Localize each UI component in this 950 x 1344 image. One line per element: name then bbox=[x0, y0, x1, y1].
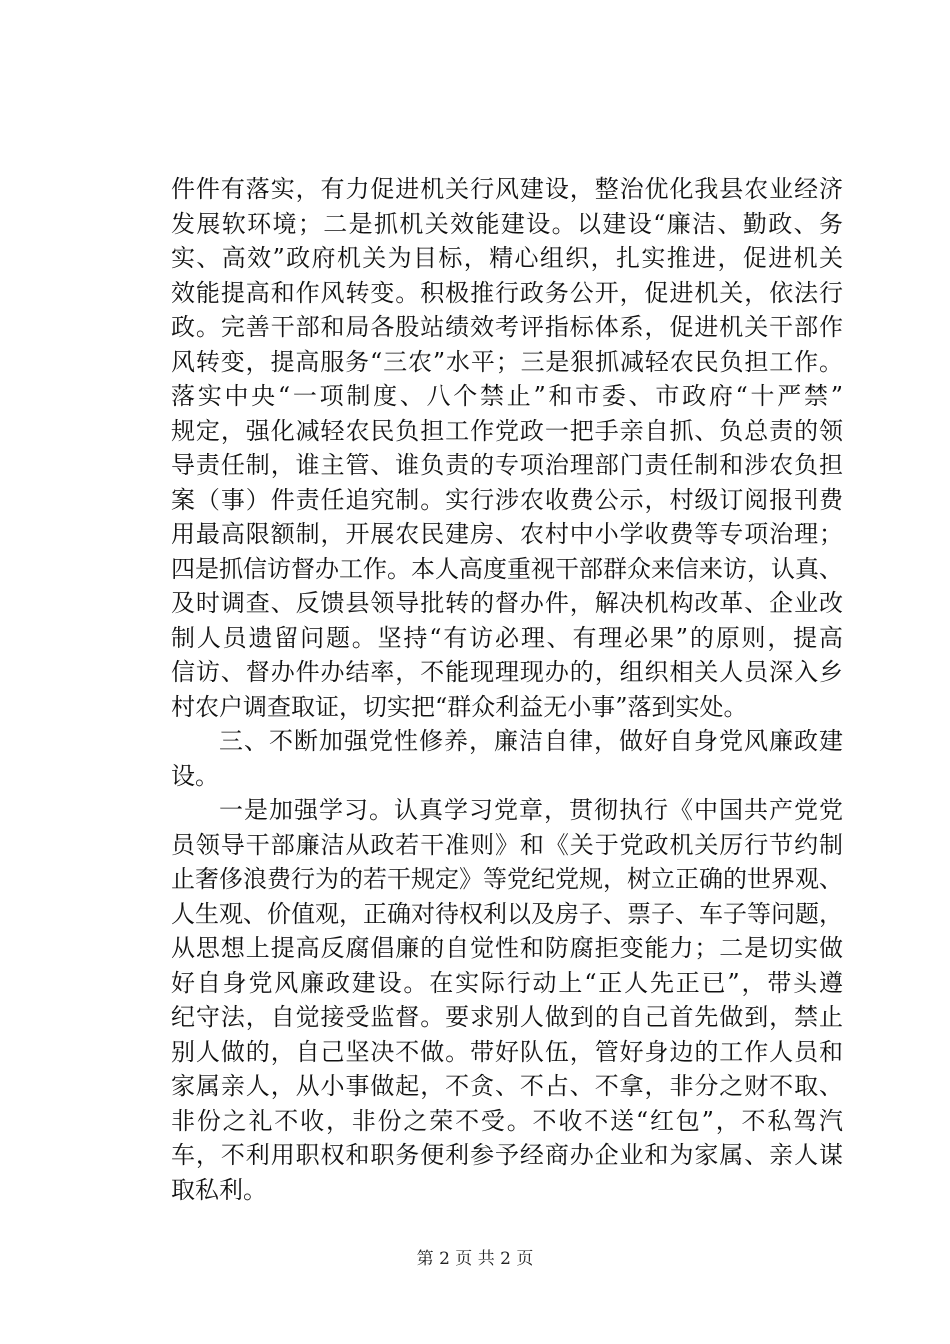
text-line: 制人员遗留问题。坚持“有访必理、有理必果”的原则，提高 bbox=[171, 623, 843, 652]
text-line: 政。完善干部和局各股站绩效考评指标体系，促进机关干部作 bbox=[171, 313, 843, 341]
text-line: 用最高限额制，开展农民建房、农村中小学收费等专项治理； bbox=[171, 520, 843, 548]
text-line: 信访、督办件办结率，不能现理现办的，组织相关人员深入乡 bbox=[171, 658, 843, 686]
text-line: 车，不利用职权和职务便利参予经商办企业和为家属、亲人谋 bbox=[171, 1141, 843, 1169]
paragraph-1 bbox=[171, 172, 843, 724]
text-line: 好自身党风廉政建设。在实际行动上“正人先正已”，带头遵 bbox=[171, 968, 843, 997]
text-line: 非份之礼不收，非份之荣不受。不收不送“红包”，不私驾汽 bbox=[171, 1106, 843, 1135]
text-line: 取私利。 bbox=[171, 1175, 267, 1204]
text-line: 一是加强学习。认真学习党章，贯彻执行《中国共产党党 bbox=[219, 796, 843, 824]
text-line: 从思想上提高反腐倡廉的自觉性和防腐拒变能力；二是切实做 bbox=[171, 934, 843, 962]
text-line: 四是抓信访督办工作。本人高度重视干部群众来信来访，认真、 bbox=[171, 554, 843, 583]
heading-line: 三、不断加强党性修养，廉洁自律，做好自身党风廉政建 bbox=[219, 727, 843, 755]
text-line: 案（事）件责任追究制。实行涉农收费公示，村级订阅报刊费 bbox=[171, 485, 843, 514]
text-line: 家属亲人，从小事做起，不贪、不占、不拿，非分之财不取、 bbox=[171, 1072, 843, 1100]
text-line: 件件有落实，有力促进机关行风建设，整治优化我县农业经济 bbox=[171, 175, 843, 203]
text-line: 及时调查、反馈县领导批转的督办件，解决机构改革、企业改 bbox=[171, 589, 843, 617]
text-line: 风转变，提高服务“三农”水平；三是狠抓减轻农民负担工作。 bbox=[171, 347, 843, 376]
text-line: 导责任制，谁主管、谁负责的专项治理部门责任制和涉农负担 bbox=[171, 451, 843, 479]
text-line: 止奢侈浪费行为的若干规定》等党纪党规，树立正确的世界观、 bbox=[171, 865, 843, 893]
page-footer: 第 2 页 共 2 页 bbox=[416, 1249, 534, 1269]
text-line: 规定，强化减轻农民负担工作党政一把手亲自抓、负总责的领 bbox=[171, 416, 843, 445]
text-line: 效能提高和作风转变。积极推行政务公开，促进机关，依法行 bbox=[171, 278, 843, 307]
text-line: 人生观、价值观，正确对待权利以及房子、票子、车子等问题， bbox=[171, 899, 843, 928]
section-heading-3 bbox=[171, 724, 843, 793]
text-line: 实、高效”政府机关为目标，精心组织，扎实推进，促进机关 bbox=[171, 244, 843, 272]
text-line: 村农户调查取证，切实把“群众利益无小事”落到实处。 bbox=[171, 692, 748, 721]
text-line: 纪守法，自觉接受监督。要求别人做到的自己首先做到，禁止 bbox=[171, 1003, 843, 1031]
text-line: 员领导干部廉洁从政若干准则》和《关于党政机关厉行节约制 bbox=[171, 830, 843, 859]
document-body bbox=[171, 172, 843, 1207]
text-line: 落实中央“一项制度、八个禁止”和市委、市政府“十严禁” bbox=[171, 382, 843, 410]
text-line: 发展软环境；二是抓机关效能建设。以建设“廉洁、勤政、务 bbox=[171, 209, 843, 238]
paragraph-3 bbox=[171, 793, 843, 1207]
text-line: 别人做的，自己坚决不做。带好队伍，管好身边的工作人员和 bbox=[171, 1037, 843, 1066]
heading-line: 设。 bbox=[171, 761, 219, 790]
